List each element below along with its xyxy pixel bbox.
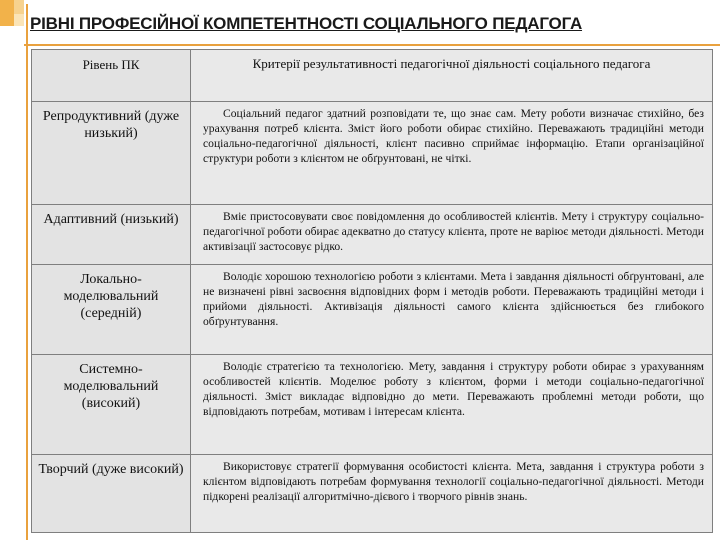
decor-square-orange xyxy=(0,0,14,26)
row-criteria xyxy=(191,355,713,455)
table-row xyxy=(32,455,713,533)
decor-horizontal-rule xyxy=(24,44,720,46)
header-level: Рівень ПК xyxy=(32,50,191,102)
row-criteria xyxy=(191,205,713,265)
competence-table xyxy=(31,49,713,533)
row-criteria-text: Соціальний педагог здатний розповідати те, що знає сам. Мету роботи визначає стихійно, без урахування потреб клієнта. Зміст його роботи обирає стихійно. Переважають традиційні методи соціально-педагогічної діяльності, клієнт пасивно сприймає інформацію. Етапи організаційної структури роботи з клієнтом не обґрунтовані, не чіткі. xyxy=(203,107,704,165)
row-criteria-text: Володіє стратегією та технологією. Мету, завдання і структуру роботи обирає з урахуванням особливостей клієнтів. Моделює роботу з клієнтом, форми і методи соціально-педагогічної діяльності. Зміст викладає відповідно до мети. Переважають проблемні методи роботи, що відповідають потребам, мотивам і інтересам клієнта. xyxy=(203,360,704,418)
row-level: Творчий (дуже високий) xyxy=(32,455,191,533)
row-criteria-text: Володіє хорошою технологією роботи з клієнтами. Мета і завдання діяльності обґрунтовані, але не визначені рівні засвоєння відповідних форм і методів роботи. Переважають традиційні методи і прийоми діяльності. Активізація діяльності самого клієнта здійснюється без глибокого обґрунтування. xyxy=(203,270,704,328)
row-level: Репродуктивний (дуже низький) xyxy=(32,102,191,205)
row-criteria xyxy=(191,102,713,205)
row-level: Адаптивний (низький) xyxy=(32,205,191,265)
slide-title: РІВНІ ПРОФЕСІЙНОЇ КОМПЕТЕНТНОСТІ СОЦІАЛЬНОГО ПЕДАГОГА xyxy=(30,14,583,33)
decor-square-pale xyxy=(14,14,24,26)
table-header-row xyxy=(32,50,713,102)
header-criteria: Критерії результативності педагогічної діяльності соціального педагога xyxy=(191,50,713,102)
table-row xyxy=(32,265,713,355)
row-criteria-text: Вміє пристосовувати своє повідомлення до особливостей клієнтів. Мету і структуру соціально-педагогічної роботи обирає адекватно до статусу клієнта, проте не варіює методи діяльності. Методи активізації застосовує рідко. xyxy=(203,210,704,253)
decor-square-light xyxy=(14,0,24,14)
decor-vertical-rule xyxy=(26,4,28,540)
table-row xyxy=(32,205,713,265)
row-criteria-text: Використовує стратегії формування особистості клієнта. Мета, завдання і структура роботи з клієнтом відповідають потребам формування технології соціально-педагогічної діяльності. Методи підкорені реалізації алгоритмічно-дієвого і творчого рівнів знань. xyxy=(203,460,704,503)
row-level: Системно-моделювальний (високий) xyxy=(32,355,191,455)
table-row xyxy=(32,102,713,205)
row-criteria xyxy=(191,455,713,533)
row-criteria xyxy=(191,265,713,355)
table-row xyxy=(32,355,713,455)
row-level: Локально-моделювальний (середній) xyxy=(32,265,191,355)
